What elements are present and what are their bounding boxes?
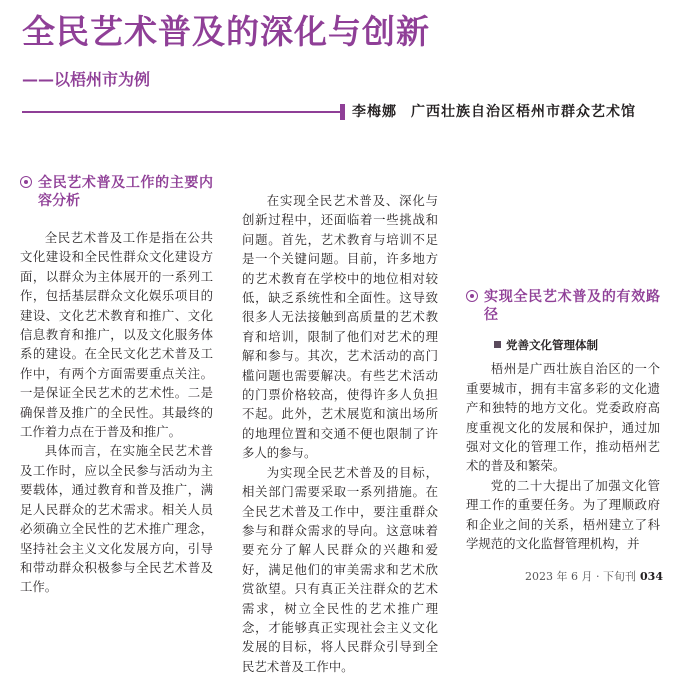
section-1-heading-text: 全民艺术普及工作的主要内容分析 (38, 175, 213, 209)
subheading-square-icon (494, 341, 501, 348)
column-3 (466, 152, 660, 553)
article-title: 全民艺术普及的深化与创新 (22, 12, 430, 51)
author-affiliation: 广西壮族自治区梧州市群众艺术馆 (411, 104, 636, 120)
author-line (352, 101, 636, 121)
section-1-heading (20, 174, 213, 210)
paragraph: 在实现全民艺术普及、深化与创新过程中，还面临着一些挑战和问题。首先，艺术教育与培训不足是一个关键问题。目前，许多地方的艺术教育在学校中的地位相对较低，缺乏系统性和全面性。这导致很多人无法接触到高质量的艺术教育和培训，限制了他们对艺术的理解和参与。其次，艺术活动的高门槛问题也需要解决。有些艺术活动的门票价格较高，使得许多人负担不起。此外，艺术展览和演出场所的地理位置和交通不便也限制了许多人的参与。 (242, 193, 438, 461)
paragraph: 梧州是广西壮族自治区的一个重要城市，拥有丰富多彩的文化遗产和独特的地方文化。党委政府高度重视文化的发展和保护，通过加强对文化的管理工作，推动梧州艺术的普及和繁荣。 (466, 361, 660, 474)
article-subtitle: ——以梧州市为例 (22, 70, 151, 89)
issue-label: 2023 年 6 月 · 下旬刊 (525, 570, 637, 583)
header-rule (22, 111, 340, 113)
paragraph: 全民艺术普及工作是指在公共文化建设和全民性群众文化建设方面，以群众为主体展开的一系列工作，包括基层群众文化娱乐项目的建设、文化艺术教育和推广、文化信息教育和推广，以及文化服务体系的建设。在全民文化艺术普及工作中，有两个方面需要重点关注。一是保证全民艺术的艺术性。二是确保普及推广的全民性。其最终的工作着力点在于普及和推广。 (20, 230, 213, 440)
column-2 (242, 152, 438, 676)
section-bullet-icon (466, 290, 478, 302)
section-bullet-icon (20, 176, 32, 188)
header-rule-end (340, 104, 345, 120)
section-2-heading-text: 实现全民艺术普及的有效路径 (484, 289, 660, 323)
page-footer (525, 568, 663, 584)
paragraph: 党的二十大提出了加强文化管理工作的重要任务。为了理顺政府和企业之间的关系，梧州建立了科学规范的文化监督管理机构，并 (466, 477, 660, 552)
subheading (466, 336, 660, 355)
author-name: 李梅娜 (352, 104, 397, 120)
paragraph: 为实现全民艺术普及的目标，相关部门需要采取一系列措施。在全民艺术普及工作中，要注重群众参与和群众需求的导向。这意味着要充分了解人民群众的兴趣和爱好，满足他们的审美需求和艺术欣赏欲望。只有真正关注群众的艺术需求，树立全民性的艺术推广理念，才能够真正实现社会主义文化发展的目标，将人民群众引导到全民艺术普及工作中。 (242, 464, 438, 674)
subheading-text: 党善文化管理体制 (506, 338, 598, 352)
section-2-heading (466, 288, 660, 324)
page-number: 034 (640, 570, 663, 583)
paragraph: 具体而言，在实施全民艺术普及工作时，应以全民参与活动为主要载体，通过教育和普及推广，满足人民群众的艺术需求。相关人员必须确立全民性的艺术推广理念，坚持社会主义文化发展方向，引导和带动群众积极参与全民艺术普及工作。 (20, 443, 213, 595)
column-1 (20, 152, 213, 597)
